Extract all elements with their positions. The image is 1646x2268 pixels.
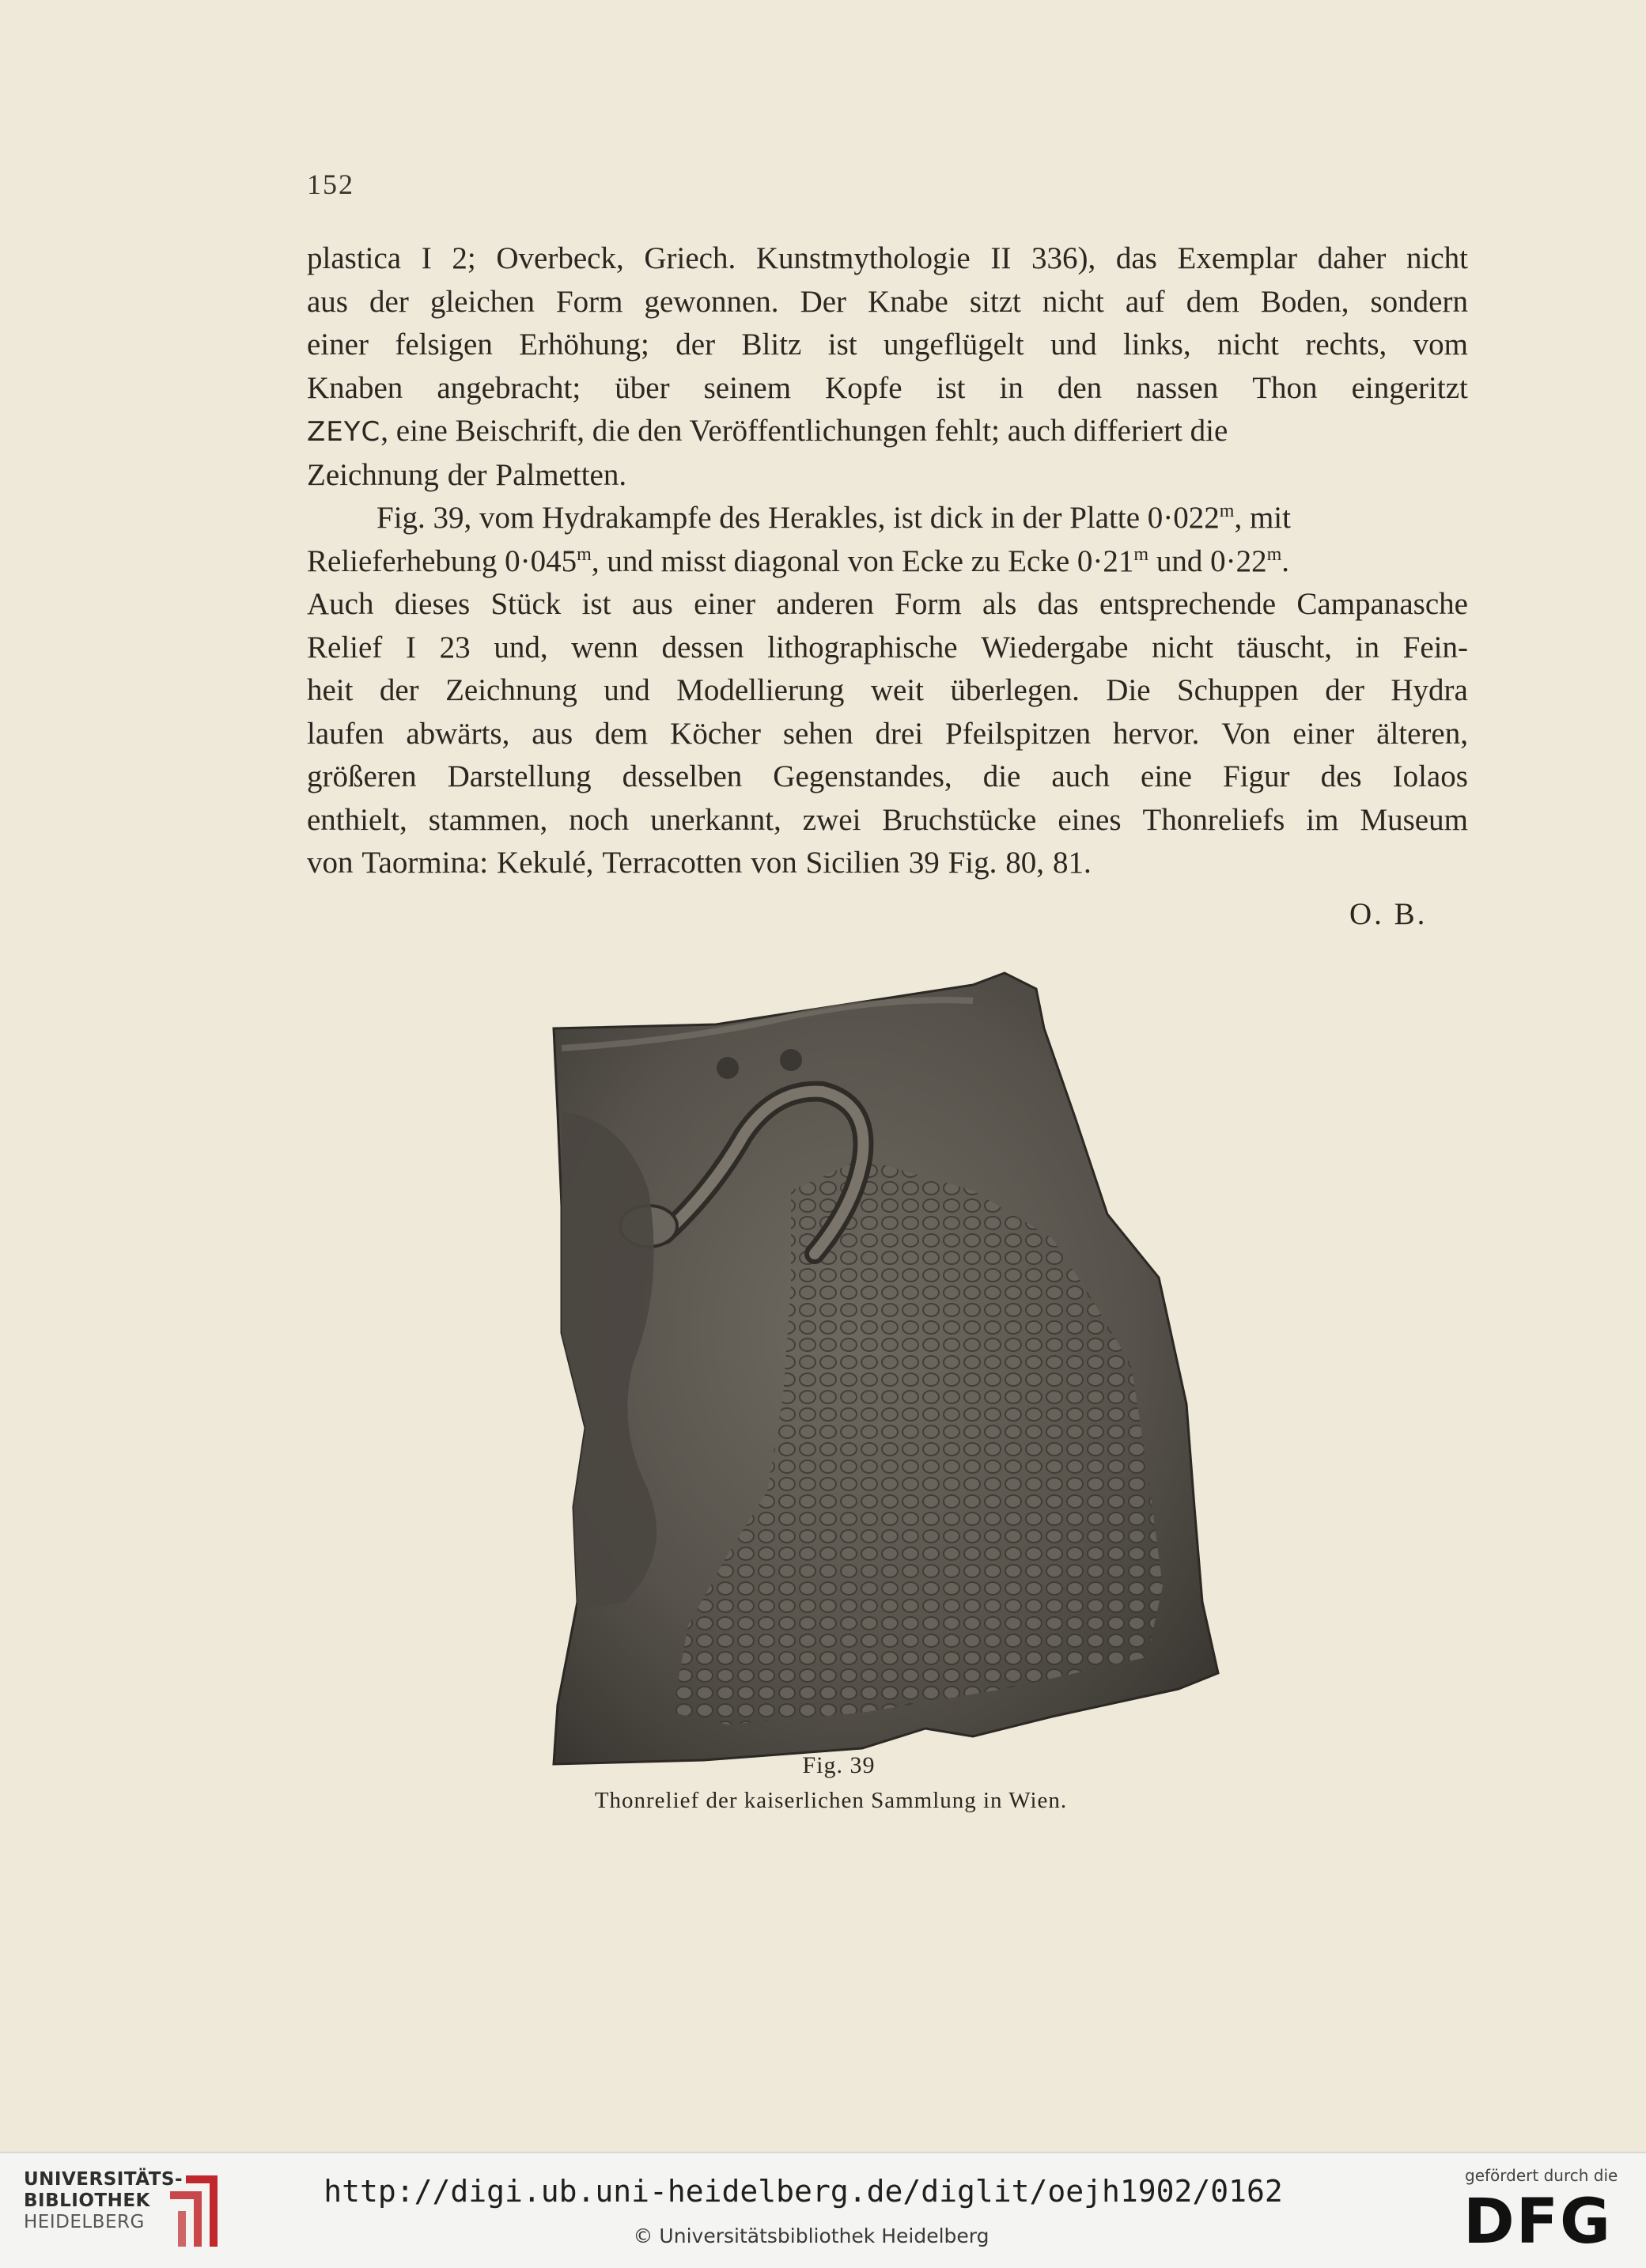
unit-superscript: m	[1266, 543, 1282, 565]
page-number: 152	[307, 168, 354, 200]
copyright-notice: © Universitätsbibliothek Heidelberg	[633, 2224, 989, 2247]
text-fragment: .	[1281, 543, 1289, 578]
text-line: größeren Darstellung desselben Gegenstandes, die auch eine Figur des Iolaos	[307, 759, 1468, 793]
text-line: enthielt, stammen, noch unerkannt, zwei Bruchstücke eines Thonreliefs im Museum	[307, 802, 1468, 837]
text-fragment: Fig. 39, vom Hydrakampfe des Herakles, ist dick in der Platte 0·022	[376, 501, 1220, 535]
text-fragment: , und misst diagonal von Ecke zu Ecke 0·21	[591, 543, 1134, 578]
text-line: plastica I 2; Overbeck, Griech. Kunstmythologie II 336), das Exemplar daher nicht	[307, 241, 1468, 275]
text-line	[307, 540, 1468, 584]
unit-superscript: m	[1133, 543, 1149, 565]
permalink-url[interactable]: http://digi.ub.uni-heidelberg.de/diglit/oejh1902/0162	[324, 2174, 1283, 2209]
funding-note: gefördert durch die	[1465, 2166, 1618, 2185]
library-name-line: BIBLIOTHEK	[24, 2190, 150, 2211]
text-line: Zeichnung der Palmetten.	[307, 457, 627, 492]
unit-superscript: m	[577, 543, 592, 565]
author-initials: O. B.	[1349, 897, 1428, 931]
text-line: Auch dieses Stück ist aus einer anderen Form als das entsprechende Campanasche	[307, 587, 1468, 621]
text-fragment: Relieferhebung 0·045	[307, 543, 577, 578]
dfg-logo: DFG	[1463, 2187, 1613, 2258]
text-line: von Taormina: Kekulé, Terracotten von Sicilien 39 Fig. 80, 81.	[307, 846, 1092, 880]
relief-photograph	[530, 953, 1242, 1792]
text-line: Knaben angebracht; über seinem Kopfe ist in den nassen Thon eingeritzt	[307, 370, 1468, 405]
text-line: heit der Zeichnung und Modellierung weit überlegen. Die Schuppen der Hydra	[307, 673, 1468, 707]
text-line: laufen abwärts, aus dem Köcher sehen drei Pfeilspitzen hervor. Von einer älteren,	[307, 716, 1468, 751]
text-line: einer felsigen Erhöhung; der Blitz ist ungeflügelt und links, nicht rechts, vom	[307, 328, 1468, 362]
body-text	[307, 237, 1468, 885]
library-name-line: UNIVERSITÄTS-	[24, 2169, 184, 2190]
text-fragment: , eine Beischrift, die den Veröffentlichungen fehlt; auch differiert die	[380, 414, 1228, 448]
text-line: Relief I 23 und, wenn dessen lithographische Wiedergabe nicht täuscht, in Fein-	[307, 630, 1468, 664]
unit-superscript: m	[1219, 501, 1235, 521]
library-name-line: HEIDELBERG	[24, 2212, 145, 2232]
figure-caption: Thonrelief der kaiserlichen Sammlung in Wien.	[594, 1788, 1068, 1813]
figure-number: Fig. 39	[802, 1752, 876, 1778]
text-line: aus der gleichen Form gewonnen. Der Knabe sitzt nicht auf dem Boden, sondern	[307, 284, 1468, 319]
digitization-footer	[0, 2152, 1646, 2268]
text-line	[307, 497, 1468, 540]
text-fragment: und 0·22	[1148, 543, 1267, 578]
text-line-greek	[307, 410, 1468, 454]
paragraph-2	[307, 497, 1468, 885]
text-fragment: , mit	[1234, 501, 1291, 535]
paragraph-1	[307, 237, 1468, 497]
greek-inscription: ΖΕΥϹ	[307, 416, 381, 448]
